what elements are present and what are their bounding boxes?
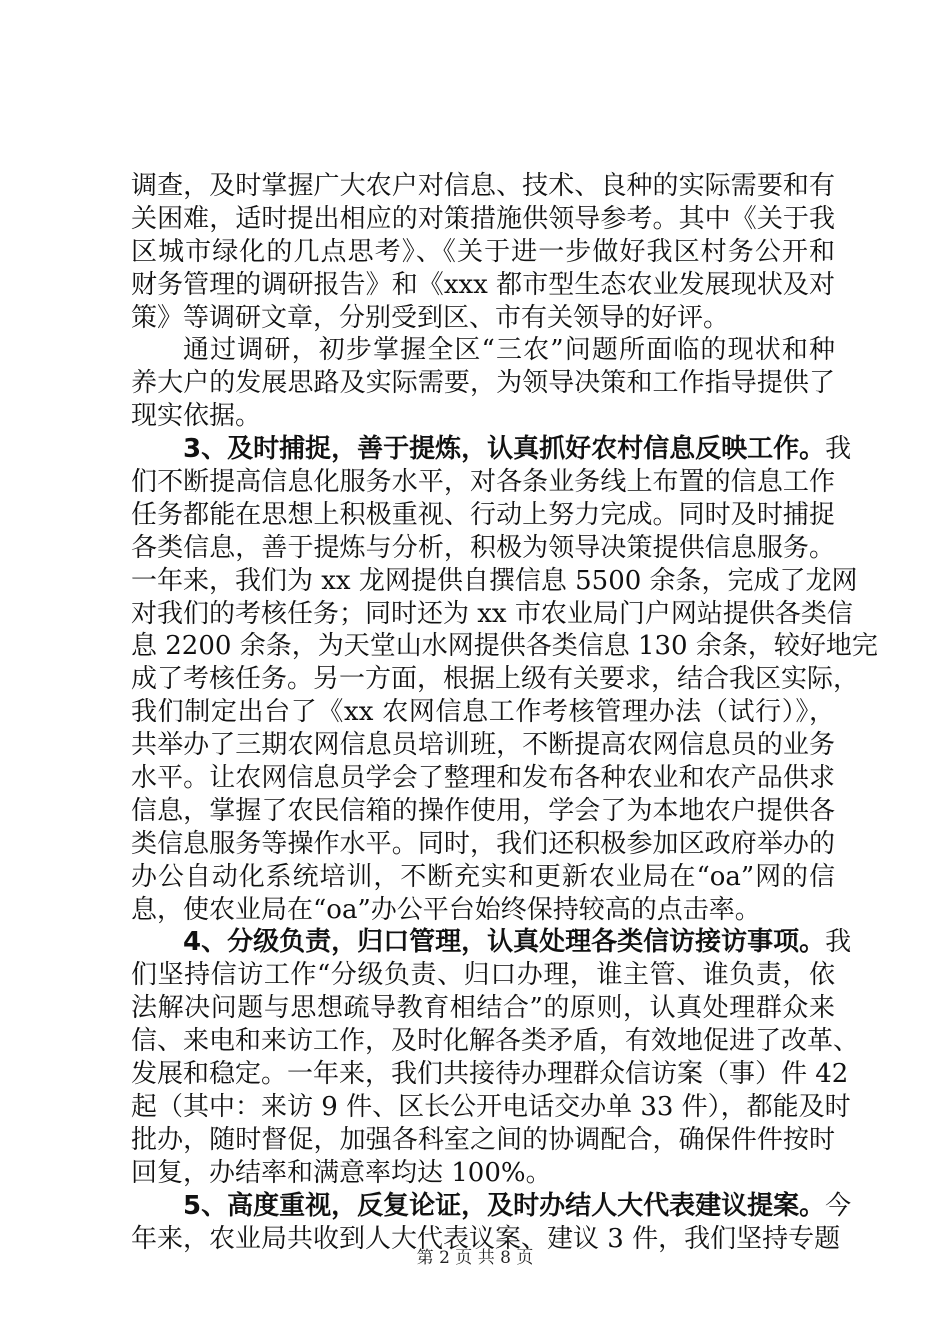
line-text: 息，使农业局在“oa”办公平台始终保持较高的点击率。 — [131, 894, 761, 925]
text-line — [131, 959, 835, 992]
text-line — [131, 992, 835, 1025]
line-text: 策》等调研文章，分别受到区、市有关领导的好评。 — [131, 302, 730, 333]
line-text: 调查，及时掌握广大农户对信息、技术、良种的实际需要和有 — [131, 171, 835, 201]
line-text: 关困难，适时提出相应的对策措施供领导参考。其中《关于我 — [131, 203, 835, 234]
text-line — [131, 466, 835, 499]
text-line — [131, 367, 835, 400]
text-line — [131, 203, 835, 236]
text-line — [131, 894, 835, 927]
text-line — [131, 334, 835, 367]
line-text: 水平。让农网信息员学会了整理和发布各种农业和农产品供求 — [131, 763, 835, 794]
line-text: 现实依据。 — [131, 401, 262, 432]
line-text: 我 — [825, 434, 852, 465]
line-text: 任务都能在思想上积极重视、行动上努力完成。同时及时捕捉 — [131, 499, 835, 530]
line-text: 财务管理的调研报告》和《xxx 都市型生态农业发展现状及对 — [131, 269, 835, 300]
section-heading: 4、分级负责，归口管理，认真处理各类信访接访事项。 — [183, 927, 826, 958]
line-text: 法解决问题与思想疏导教育相结合”的原则，认真处理群众来 — [131, 993, 835, 1024]
text-line — [131, 1190, 852, 1223]
text-line — [131, 1157, 835, 1190]
line-text: 办公自动化系统培训，不断充实和更新农业局在“oa”网的信 — [131, 861, 835, 892]
text-line — [131, 302, 835, 335]
line-text: 今 — [825, 1190, 852, 1221]
text-line — [131, 532, 835, 565]
text-line — [131, 926, 852, 959]
text-line — [131, 565, 858, 598]
line-text: 息 2200 余条，为天堂山水网提供各类信息 130 余条，较好地完 — [131, 631, 878, 662]
text-line — [131, 400, 835, 433]
line-text: 区城市绿化的几点思考》、《关于进一步做好我区村务公开和 — [131, 236, 835, 267]
line-text: 发展和稳定。一年来，我们共接待办理群众信访案（事）件 42 — [131, 1059, 849, 1090]
line-text: 批办，随时督促，加强各科室之间的协调配合，确保件件按时 — [131, 1124, 835, 1155]
line-text: 成了考核任务。另一方面，根据上级有关要求，结合我区实际， — [131, 664, 860, 695]
line-text: 对我们的考核任务；同时还为 xx 市农业局门户网站提供各类信 — [131, 598, 853, 629]
text-line — [131, 663, 860, 696]
text-line — [131, 861, 835, 894]
text-line — [131, 269, 835, 302]
text-line — [131, 1025, 860, 1058]
line-text: 类信息服务等操作水平。同时，我们还积极参加区政府举办的 — [131, 828, 835, 859]
line-text: 们坚持信访工作“分级负责、归口办理，谁主管、谁负责，依 — [131, 960, 835, 991]
line-text: 信息，掌握了农民信箱的操作使用，学会了为本地农户提供各 — [131, 795, 835, 826]
text-line — [131, 1058, 849, 1091]
line-text: 们不断提高信息化服务水平，对各条业务线上布置的信息工作 — [131, 467, 835, 498]
line-text: 回复，办结率和满意率均达 100%。 — [131, 1157, 552, 1188]
text-line — [131, 795, 835, 828]
text-line — [131, 433, 852, 466]
text-line — [131, 696, 835, 729]
line-text: 年来，农业局共收到人大代表议案、建议 3 件，我们坚持专题 — [131, 1223, 841, 1254]
section-heading: 5、高度重视，反复论证，及时办结人大代表建议提案。 — [183, 1190, 826, 1221]
text-line — [131, 762, 835, 795]
text-line — [131, 598, 853, 631]
text-line — [131, 1091, 851, 1124]
line-text: 信、来电和来访工作，及时化解各类矛盾，有效地促进了改革、 — [131, 1026, 860, 1057]
section-heading: 3、及时捕捉，善于提炼，认真抓好农村信息反映工作。 — [183, 434, 826, 465]
document-body — [131, 170, 878, 1255]
text-line — [131, 499, 835, 532]
line-text: 我们制定出台了《xx 农网信息工作考核管理办法（试行）》， — [131, 697, 835, 728]
line-text: 我 — [825, 927, 852, 958]
text-line — [131, 236, 835, 269]
line-text: 起（其中：来访 9 件、区长公开电话交办单 33 件），都能及时 — [131, 1091, 851, 1122]
text-line — [131, 630, 878, 663]
line-text: 一年来，我们为 xx 龙网提供自撰信息 5500 余条，完成了龙网 — [131, 565, 858, 596]
text-line — [131, 828, 835, 861]
text-line — [131, 1124, 835, 1157]
line-text: 养大户的发展思路及实际需要，为领导决策和工作指导提供了 — [131, 368, 835, 399]
page-footer: 第 2 页 共 8 页 — [416, 1248, 534, 1268]
text-line — [131, 729, 835, 762]
line-text: 通过调研，初步掌握全区“三农”问题所面临的现状和种 — [183, 335, 835, 366]
line-text: 共举办了三期农网信息员培训班，不断提高农网信息员的业务 — [131, 730, 835, 761]
line-text: 各类信息，善于提炼与分析，积极为领导决策提供信息服务。 — [131, 532, 835, 563]
text-line — [131, 170, 835, 203]
